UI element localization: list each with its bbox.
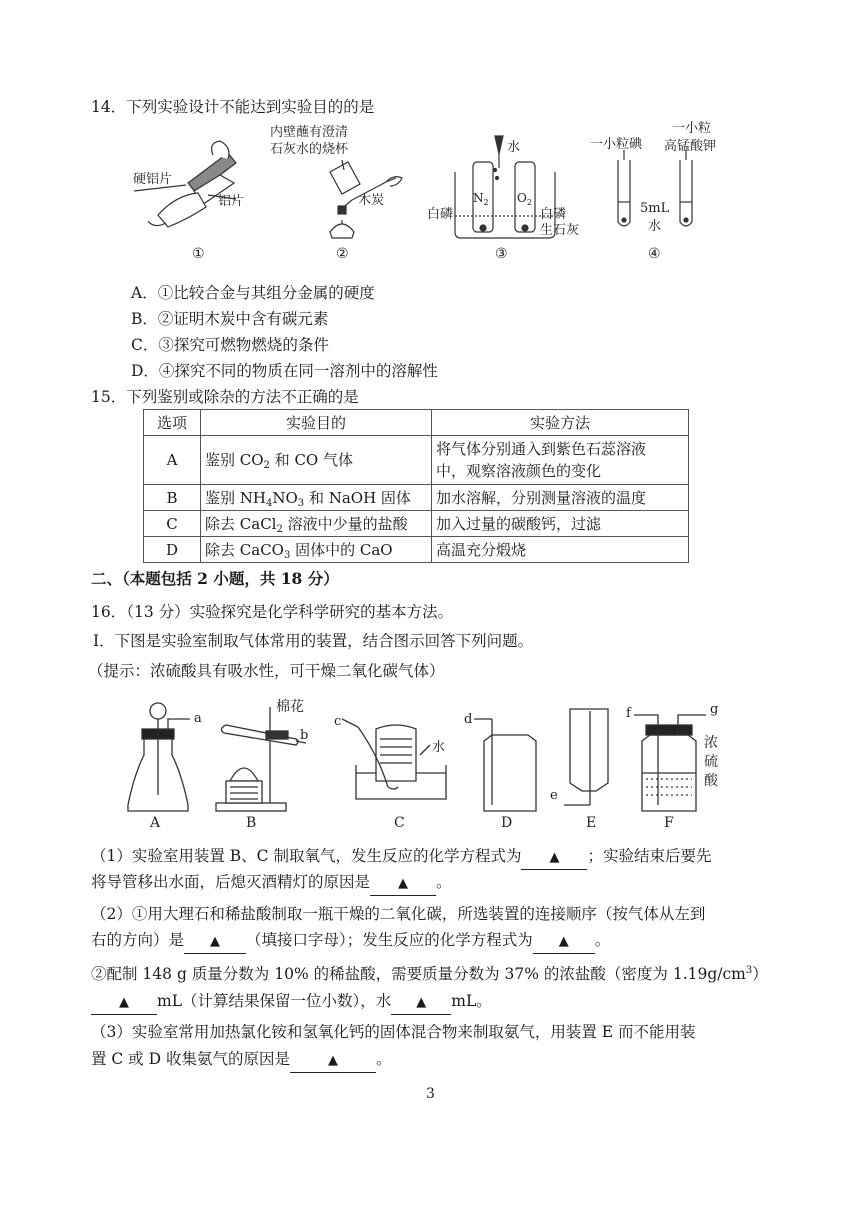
q14-figure-2 — [268, 120, 418, 265]
header-goal: 实验目的 — [201, 410, 432, 436]
q16-part2-dilution: ②配制 148 g 质量分数为 10% 的稀盐酸，需要质量分数为 37% 的浓盐酸（密度为 $1.19g/cm^3$） — [91, 965, 768, 983]
fig4-num: ④ — [648, 246, 661, 262]
fig2-label-charcoal: 木炭 — [358, 193, 385, 208]
fig4-label-5ml: 5mL — [640, 201, 670, 216]
label-conc-3: 酸 — [704, 773, 718, 789]
fig2-label-beaker-1: 内壁蘸有澄清 — [270, 125, 349, 140]
answer-blank-7[interactable]: ▲ — [290, 1048, 376, 1073]
table-row — [144, 436, 689, 485]
fig1-label-hard-al: 硬铝片 — [133, 172, 173, 187]
apparatus-b-label: B — [246, 815, 257, 831]
answer-blank-1[interactable]: ▲ — [521, 845, 587, 870]
row-b-goal: 鉴别 $NH_4NO_3$ 和 NaOH 固体 — [201, 485, 432, 511]
fig3-label-water: 水 — [507, 140, 521, 155]
port-d: d — [464, 712, 473, 727]
answer-blank-6[interactable]: ▲ — [391, 990, 451, 1015]
q15-table — [143, 409, 689, 563]
q14-option-a[interactable]: A．①比较合金与其组分金属的硬度 — [131, 284, 375, 302]
row-a-method: 将气体分别通入到紫色石蕊溶液 中，观察溶液颜色的变化 — [432, 436, 689, 485]
row-d-method: 高温充分煅烧 — [432, 537, 689, 563]
fig1-num: ① — [192, 246, 205, 262]
q16-apparatus-figure — [118, 695, 748, 835]
row-b-method: 加水溶解，分别测量溶液的温度 — [432, 485, 689, 511]
fig4-label-water: 水 — [648, 219, 662, 234]
label-cotton: 棉花 — [276, 699, 304, 715]
fig4-label-kmno4-2: 高锰酸钾 — [664, 139, 717, 154]
q16-part1: Ⅰ．下图是实验室制取气体常用的装置，结合图示回答下列问题。 — [93, 632, 534, 650]
apparatus-d-label: D — [501, 815, 513, 831]
q16-part2-question: （2）①用大理石和稀盐酸制取一瓶干燥的二氧化碳，所选装置的连接顺序（按气体从左到 — [91, 905, 706, 923]
port-g: g — [710, 702, 719, 717]
row-c-method: 加入过量的碳酸钙，过滤 — [432, 511, 689, 537]
svg-text:O2: $O_2$ — [517, 191, 532, 207]
apparatus-e-label: E — [586, 815, 597, 831]
page-number: 3 — [426, 1086, 435, 1102]
fig3-label-white-p-right: 白磷 — [540, 207, 567, 222]
label-water-c: 水 — [432, 740, 446, 755]
q16-part2-question-cont: 右的方向）是 ▲ （填接口字母）；发生反应的化学方程式为 ▲ 。 — [91, 929, 610, 954]
header-method: 实验方法 — [432, 410, 689, 436]
port-c: c — [334, 714, 342, 729]
port-b: b — [300, 728, 309, 743]
apparatus-a-label: A — [150, 815, 161, 831]
fig3-label-quicklime: 生石灰 — [540, 223, 580, 238]
apparatus-f-label: F — [664, 815, 674, 831]
row-a-option: A — [144, 436, 201, 485]
port-e: e — [550, 788, 558, 803]
fig3-label-o2: O — [517, 191, 527, 205]
q14-option-b[interactable]: B．②证明木炭中含有碳元素 — [131, 310, 329, 328]
apparatus-c-label: C — [394, 815, 405, 831]
q16-stem: 16．（13 分）实验探究是化学科学研究的基本方法。 — [91, 603, 454, 621]
table-header-row — [144, 410, 689, 436]
fig4-label-iodine: 一小粒碘 — [590, 137, 643, 152]
table-row — [144, 511, 689, 537]
fig2-num: ② — [336, 246, 349, 262]
label-conc-2: 硫 — [704, 754, 718, 770]
svg-text:N2: $N_2$ — [473, 191, 489, 207]
section-heading: 二、（本题包括 2 小题，共 18 分） — [91, 569, 339, 588]
row-b-option: B — [144, 485, 201, 511]
row-a-goal: 鉴别 $CO_2$ 和 CO 气体 — [201, 436, 432, 485]
q16-part1-question: （1）实验室用装置 B、C 制取氧气，发生反应的化学方程式为 ▲ ；实验结束后要先 — [91, 845, 711, 870]
row-c-option: C — [144, 511, 201, 537]
fig3-label-n2: N — [473, 191, 484, 205]
q14-option-d[interactable]: D．④探究不同的物质在同一溶剂中的溶解性 — [131, 362, 438, 380]
q16-hint: （提示：浓硫酸具有吸水性，可干燥二氧化碳气体） — [88, 662, 445, 680]
answer-blank-2[interactable]: ▲ — [370, 871, 436, 896]
q14-stem: 14．下列实验设计不能达到实验目的的是 — [91, 98, 375, 116]
answer-blank-5[interactable]: ▲ — [91, 990, 157, 1015]
answer-blank-4[interactable]: ▲ — [533, 929, 595, 954]
fig4-label-kmno4-1: 一小粒 — [672, 121, 712, 136]
row-c-goal: 除去 CaCl$_2$ 溶液中少量的盐酸 — [201, 511, 432, 537]
q16-part2-dilution-cont: ▲ mL（计算结果保留一位小数），水 ▲ mL。 — [91, 990, 492, 1015]
q16-part1-question-cont: 将导管移出水面，后熄灭酒精灯的原因是 ▲ 。 — [91, 871, 452, 896]
q14-figure-3 — [425, 132, 585, 264]
answer-blank-3[interactable]: ▲ — [184, 929, 246, 954]
fig2-label-beaker-2: 石灰水的烧杯 — [270, 142, 349, 157]
fig3-label-white-p-left: 白磷 — [427, 207, 454, 222]
row-d-option: D — [144, 537, 201, 563]
q14-option-c[interactable]: C．③探究可燃物燃烧的条件 — [131, 336, 329, 354]
header-option: 选项 — [144, 410, 201, 436]
row-d-goal: 除去 CaCO$_3$ 固体中的 CaO — [201, 537, 432, 563]
q16-part3-question: （3）实验室常用加热氯化铵和氢氧化钙的固体混合物来制取氨气，用装置 E 而不能用装 — [91, 1023, 696, 1041]
q14-figure-1 — [128, 135, 258, 265]
port-a: a — [194, 711, 202, 726]
label-conc-1: 浓 — [704, 735, 718, 751]
q14-figure-4 — [588, 120, 728, 266]
fig3-num: ③ — [495, 246, 508, 262]
table-row — [144, 537, 689, 563]
table-row — [144, 485, 689, 511]
port-f: f — [626, 706, 631, 721]
fig1-label-al: 铝片 — [218, 194, 245, 209]
q15-stem: 15．下列鉴别或除杂的方法不正确的是 — [91, 388, 359, 406]
q16-part3-question-cont: 置 C 或 D 收集氨气的原因是 ▲ 。 — [91, 1048, 392, 1073]
